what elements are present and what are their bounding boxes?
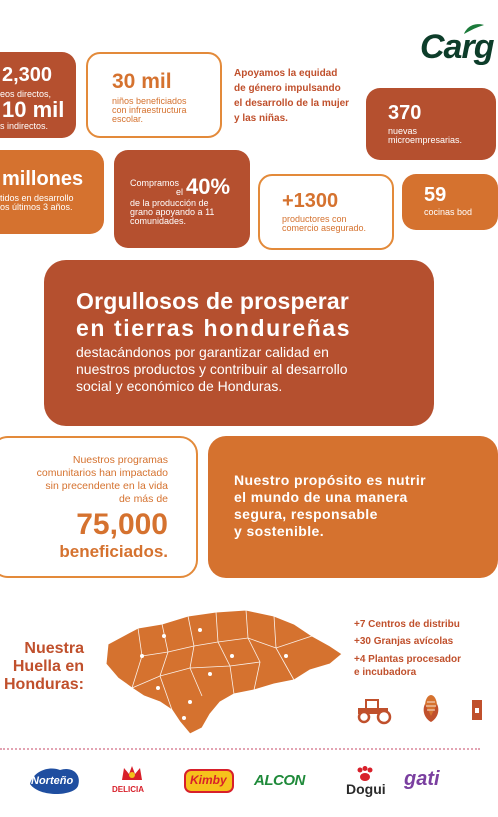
dogui-label: Dogui <box>346 781 386 797</box>
brand-logo-alcon <box>252 772 324 794</box>
brand-logo-kimby <box>184 768 234 794</box>
programs-line1: Nuestros programas <box>72 454 168 466</box>
footprint-title-line1: Nuestra <box>24 640 84 657</box>
programs-line2: comunitarios han impactado <box>36 467 168 479</box>
stat-jobs-indirect-number: 10 mil <box>2 97 65 122</box>
stat-kitchens-card <box>402 174 498 230</box>
footprint-title <box>4 640 84 694</box>
stat-entrepreneurs-line2: microempresarias. <box>388 135 463 145</box>
norteno-label: Norteño <box>31 775 74 787</box>
alcon-label: ALCON <box>254 772 305 789</box>
stat-jobs-direct-label: eos directos, <box>0 89 52 99</box>
programs-label: beneficiados. <box>59 542 168 561</box>
brand-logo <box>420 22 494 68</box>
stat-producers-card <box>258 174 394 250</box>
programs-number: 75,000 <box>76 508 168 541</box>
footprint-item-plants: +4 Plantas procesador <box>354 654 461 665</box>
stat-children-card <box>86 52 222 138</box>
stat-investment-card <box>0 150 104 234</box>
paw-icon <box>355 766 375 782</box>
stat-entrepreneurs-card <box>366 88 496 160</box>
footprint-item-farms: +30 Granjas avícolas <box>354 636 454 647</box>
stat-investment-line2: os últimos 3 años. <box>0 202 73 212</box>
stat-kitchens-line1: cocinas bod <box>424 207 473 217</box>
stat-entrepreneurs-line1: nuevas <box>388 126 418 136</box>
stat-jobs-indirect-label: s indirectos. <box>0 121 49 131</box>
purpose-text <box>234 472 426 540</box>
purpose-card <box>208 436 498 578</box>
stat-gender-text <box>234 66 358 126</box>
dotted-divider <box>0 748 480 750</box>
programs-text <box>37 454 168 506</box>
gati-label: gati <box>404 768 440 790</box>
stat-gender-line1: Apoyamos la equidad <box>234 68 338 79</box>
footprint-title-line3: Honduras: <box>4 676 84 693</box>
programs-line4: de más de <box>118 493 168 505</box>
footprint-item-hatchery: e incubadora <box>354 667 417 678</box>
hero-body-line3: social y económico de Honduras. <box>76 378 283 394</box>
stat-grain-line1: de la producción de <box>130 198 209 208</box>
brand-logo-norteno <box>26 764 84 798</box>
brand-logo-dogui <box>344 766 386 800</box>
stat-investment-number: millones <box>2 168 84 190</box>
corn-icon <box>420 694 442 724</box>
stat-gender-line2: de género impulsando <box>234 83 341 94</box>
footprint-title-line2: Huella en <box>12 658 84 675</box>
stat-grain-line2: grano apoyando a 11 <box>130 207 215 217</box>
stat-grain-line3: comunidades. <box>130 216 187 226</box>
programs-card <box>0 436 198 578</box>
hero-body-line1: destacándonos por garantizar calidad en <box>76 344 329 360</box>
stat-gender-line3: el desarrollo de la mujer <box>234 98 350 109</box>
stat-investment-line1: tidos en desarrollo <box>0 193 74 203</box>
stat-producers-number: +1300 <box>282 190 339 212</box>
stat-children-line3: escolar. <box>112 114 144 124</box>
stat-grain-number: 40% <box>186 174 231 199</box>
purpose-line2: el mundo de una manera <box>234 489 408 505</box>
kimby-label: Kimby <box>190 773 227 787</box>
stat-children-line2: con infraestructura <box>112 105 187 115</box>
hero-title-line1: Orgullosos de prosperar <box>76 288 349 314</box>
hero-body-line2: nuestros productos y contribuir al desarrollo <box>76 361 348 377</box>
stat-grain-prefix2: el <box>176 187 184 197</box>
purpose-line3: segura, responsable <box>234 506 378 522</box>
delicia-label: DELICIA <box>112 785 144 794</box>
tractor-icon <box>354 696 394 724</box>
purpose-line1: Nuestro propósito es nutrir <box>234 472 427 488</box>
stat-gender-line4: y las niñas. <box>234 113 288 124</box>
delicia-crown-icon <box>120 764 144 782</box>
stat-grain-card <box>114 150 250 248</box>
programs-line3: sin precendente en la vida <box>45 480 168 492</box>
building-icon <box>470 698 482 722</box>
stat-entrepreneurs-number: 370 <box>388 102 422 124</box>
stat-children-number: 30 mil <box>112 70 172 93</box>
brand-logo-gati <box>404 768 450 796</box>
stat-producers-line1: productores con <box>282 214 347 224</box>
stat-jobs-card <box>0 52 76 138</box>
stat-producers-line2: comercio asegurado. <box>282 223 367 233</box>
footprint-list <box>354 616 461 679</box>
honduras-map <box>98 606 346 736</box>
purpose-line4: y sostenible. <box>234 523 325 539</box>
hero-card <box>44 260 434 426</box>
stat-children-line1: niños beneficiados <box>112 96 187 106</box>
stat-kitchens-number: 59 <box>424 184 447 206</box>
stat-grain-prefix: Compramos <box>130 178 180 188</box>
hero-title-line2: en tierras hondureñas <box>76 315 352 341</box>
footprint-item-distribution: +7 Centros de distribu <box>354 619 460 630</box>
brand-logo-delicia <box>110 764 158 798</box>
stat-jobs-direct-number: 2,300 <box>2 64 53 86</box>
brand-name: Carg <box>420 28 494 66</box>
